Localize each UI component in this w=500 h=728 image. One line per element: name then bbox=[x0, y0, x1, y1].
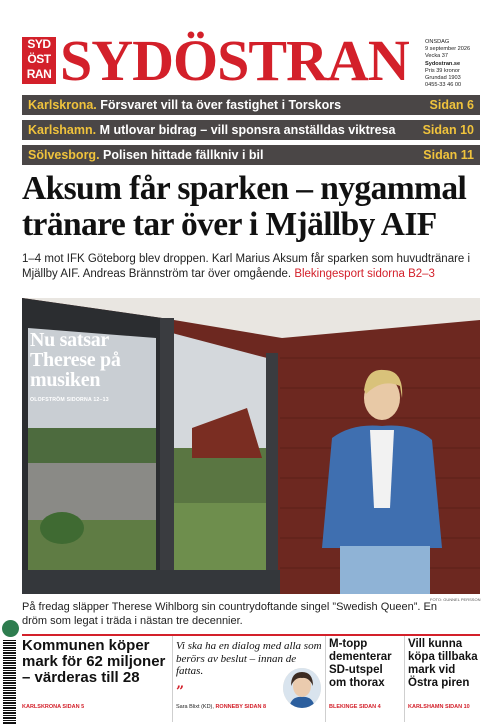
story-ref[interactable]: KARLSKRONA SIDAN 5 bbox=[22, 704, 85, 710]
logo-line: ÖST bbox=[27, 52, 51, 66]
issue-price: Pris 39 kronor bbox=[425, 67, 460, 74]
column-divider bbox=[172, 636, 173, 722]
teaser-place: Sölvesborg. bbox=[28, 148, 100, 162]
masthead-title: SYDÖSTRAN bbox=[60, 28, 409, 93]
teaser-page: Sidan 10 bbox=[422, 123, 474, 137]
quote-author: Sara Blixt (KD), bbox=[176, 704, 216, 710]
feature-title[interactable] bbox=[30, 330, 130, 390]
eco-badge-icon bbox=[2, 620, 19, 637]
quote-ref[interactable] bbox=[176, 704, 266, 710]
issue-date: 9 september 2026 bbox=[425, 46, 471, 53]
teaser-page: Sidan 6 bbox=[429, 98, 474, 112]
quote-page: RONNEBY SIDAN 8 bbox=[215, 704, 267, 710]
quote-icon: ” bbox=[176, 684, 185, 700]
issue-week: Vecka 37 bbox=[425, 53, 449, 60]
lead-ref[interactable]: Blekingesport sidorna B2–3 bbox=[294, 268, 435, 280]
logo-line: SYD bbox=[27, 37, 51, 51]
feature-title-text: Nu satsar Therese på musiken bbox=[30, 329, 121, 391]
masthead-info bbox=[425, 39, 481, 89]
section-divider bbox=[22, 634, 480, 636]
story-headline[interactable]: Vill kunna köpa tillbaka mark vid Östra piren bbox=[408, 638, 478, 689]
story-headline[interactable]: Kommunen köper mark för 62 miljoner – värderas till 28 bbox=[22, 637, 166, 686]
issue-day: ONSDAG bbox=[425, 39, 450, 45]
teaser-page: Sidan 11 bbox=[423, 148, 474, 162]
founded-year: Grundad 1903 bbox=[425, 75, 461, 82]
lead-headline[interactable]: Aksum får sparken – nygammal tränare tar över i Mjällby AIF bbox=[22, 170, 467, 243]
site-link[interactable]: Sydostran.se bbox=[425, 60, 461, 67]
teaser-place: Karlshamn. bbox=[28, 123, 97, 137]
photo-caption: På fredag släpper Therese Wihlborg sin countrydoftande singel ”Swedish Queen”. En dröm som legat i träda i nästan tre decennier. bbox=[22, 601, 437, 627]
logo-line: RAN bbox=[26, 67, 52, 81]
avatar bbox=[283, 668, 321, 708]
teaser-text: Försvaret vill ta över fastighet i Torskors bbox=[96, 98, 342, 112]
teaser-place: Karlskrona. bbox=[28, 98, 97, 112]
teaser-text: Polisen hittade fällkniv i bil bbox=[99, 148, 264, 162]
story-headline[interactable]: M-topp dementerar SD-utspel om thorax bbox=[329, 638, 392, 689]
lead-text: 1–4 mot IFK Göteborg blev droppen. Karl Marius Aksum får sparken som huvudtränare i Mjällby AIF. Andreas Brännström tar över omgående. bbox=[22, 253, 471, 280]
lead-paragraph bbox=[22, 252, 484, 282]
column-divider bbox=[404, 636, 405, 722]
quote-text[interactable]: Vi ska ha en dialog med alla som berörs av beslut – innan de fattas. bbox=[176, 640, 322, 677]
teaser-bar[interactable] bbox=[22, 120, 480, 140]
photo-credit: FOTO: GUNNEL PERSSON bbox=[430, 597, 481, 602]
barcode-icon bbox=[3, 640, 16, 724]
feature-ref[interactable]: OLOFSTRÖM SIDORNA 12–13 bbox=[30, 397, 109, 403]
logo-box bbox=[22, 37, 56, 84]
teaser-text: M utlovar bidrag – vill sponsra anställdas viktresa bbox=[96, 123, 396, 137]
avatar-portrait bbox=[283, 668, 321, 708]
story-ref[interactable]: BLEKINGE SIDAN 4 bbox=[329, 704, 381, 710]
phone-number: 0455-33 46 00 bbox=[425, 82, 462, 89]
teaser-bar[interactable] bbox=[22, 95, 480, 115]
story-ref[interactable]: KARLSHAMN SIDAN 10 bbox=[408, 704, 470, 710]
teaser-bar[interactable] bbox=[22, 145, 480, 165]
